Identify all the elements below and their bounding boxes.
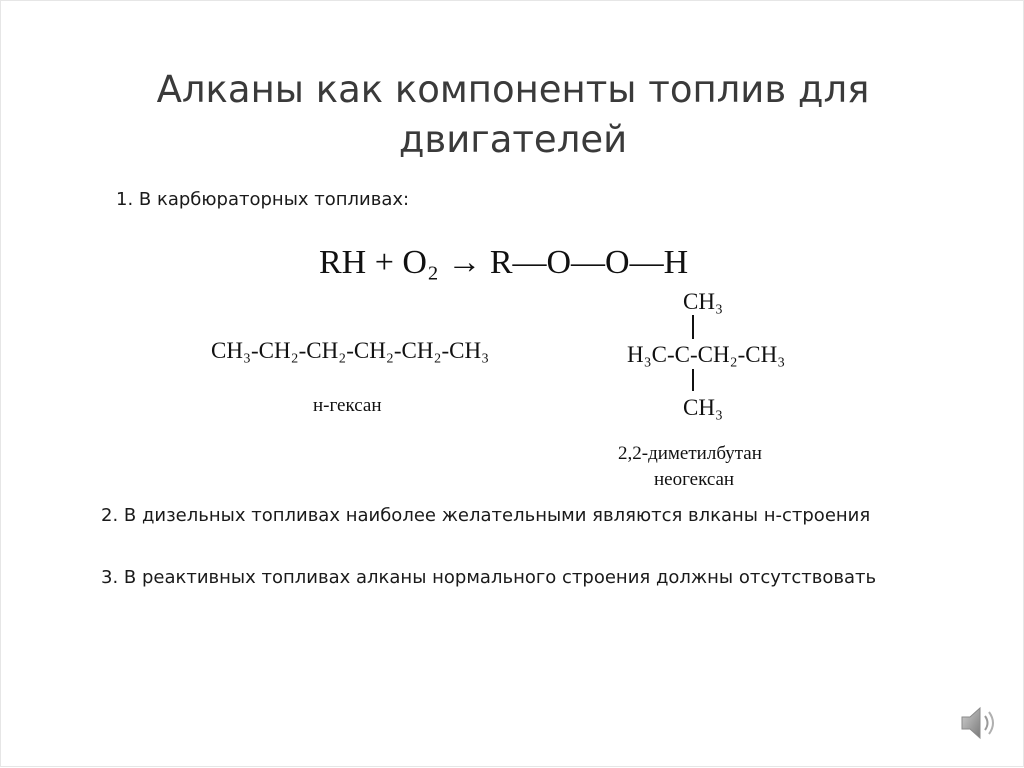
chemistry-figure xyxy=(1,1,1024,768)
hexane-caption: н-гексан xyxy=(313,395,382,416)
dimethylbutane-caption-line2: неогексан xyxy=(654,469,735,490)
dimethylbutane-bottom-group: CH₃ xyxy=(683,395,723,420)
list-item-carburetor: 1. В карбюраторных топливах: xyxy=(116,189,410,210)
list-item-diesel: 2. В дизельных топливах наиболее желательными являются влканы н-строения xyxy=(101,505,871,526)
list-item-jet: 3. В реактивных топливах алканы нормального строения должны отсутствовать xyxy=(101,567,877,588)
speaker-icon[interactable] xyxy=(956,701,1000,745)
slide-title: Алканы как компоненты топлив для двигателей xyxy=(156,68,870,161)
dimethylbutane-top-group: CH₃ xyxy=(683,289,723,314)
reaction-equation: RH + O₂ → R—O—O—H xyxy=(319,244,689,281)
hexane-formula: CH₃-CH₂-CH₂-CH₂-CH₂-CH₃ xyxy=(211,338,490,363)
dimethylbutane-chain: H₃C-C-CH₂-CH₃ xyxy=(627,342,786,367)
dimethylbutane-caption-line1: 2,2-диметилбутан xyxy=(618,443,762,464)
